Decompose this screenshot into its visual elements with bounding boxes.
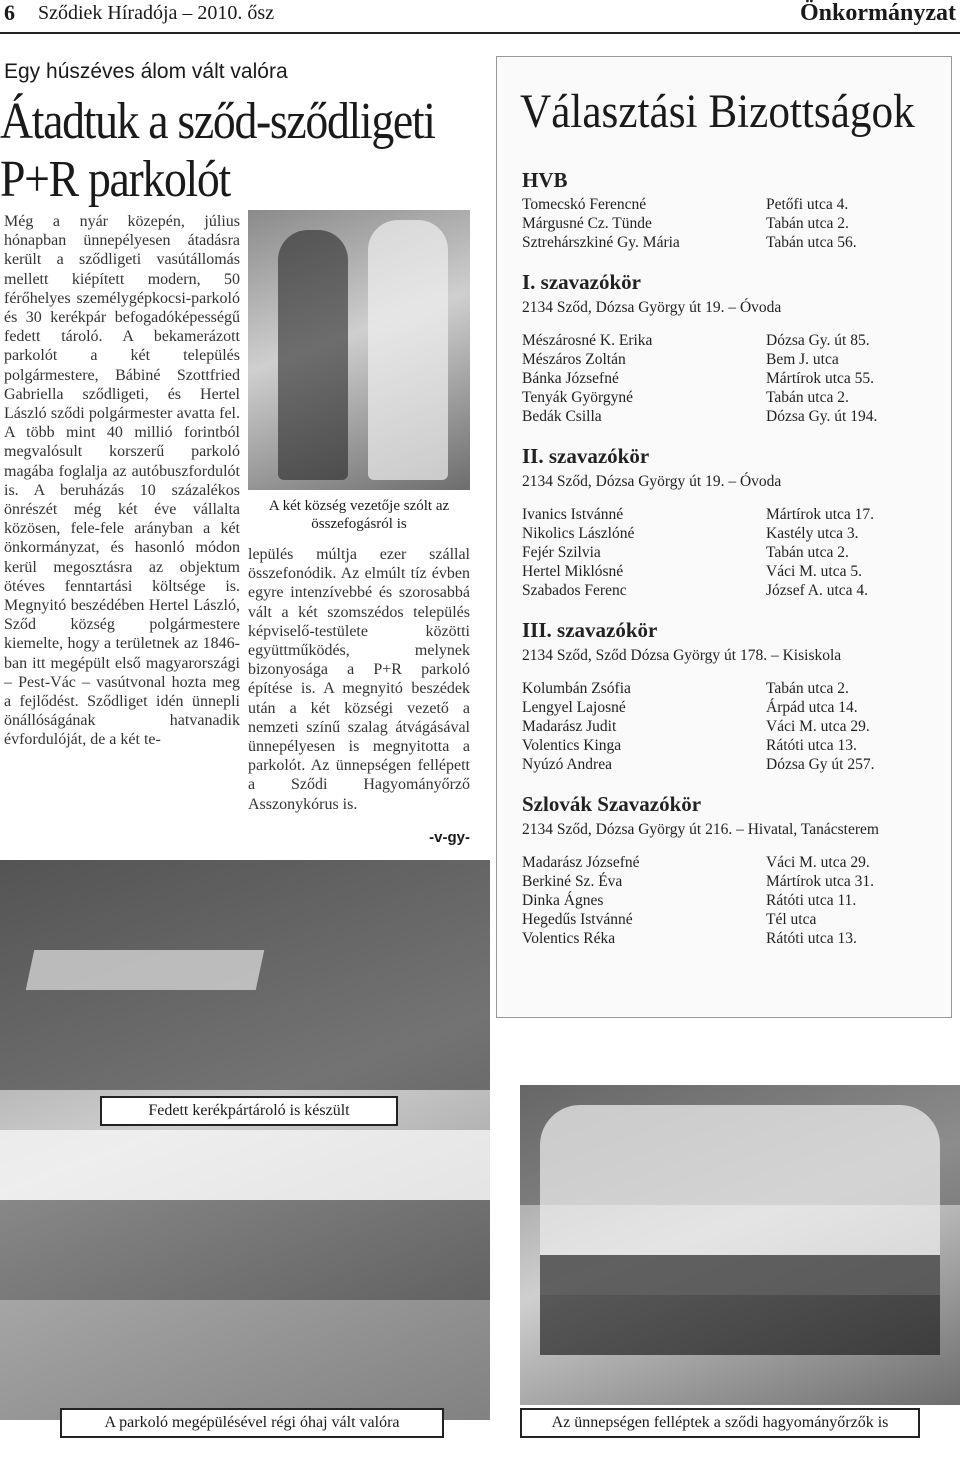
member-name: Volentics Réka — [522, 930, 616, 947]
member-address: Dózsa Gy. út 194. — [766, 408, 878, 425]
member-name: Bedák Csilla — [522, 408, 602, 425]
article-kicker: Egy húszéves álom vált valóra — [4, 60, 288, 83]
member-address: Tabán utca 2. — [766, 215, 849, 232]
member-row — [522, 562, 942, 581]
member-address: Rátóti utca 11. — [766, 892, 857, 909]
member-address: Tabán utca 2. — [766, 680, 849, 697]
polling-station-address: 2134 Sződ, Dózsa György út 19. – Óvoda — [522, 299, 782, 316]
bike-shelter-caption: Fedett kerékpártároló is készült — [100, 1096, 398, 1126]
parking-caption: A parkoló megépülésével régi óhaj vált valóra — [60, 1408, 444, 1438]
member-address: Petőfi utca 4. — [766, 196, 849, 213]
member-row — [522, 853, 942, 872]
polling-station-heading: Szlovák Szavazókör — [522, 792, 702, 816]
member-row — [522, 233, 942, 252]
member-row — [522, 350, 942, 369]
member-row — [522, 214, 942, 233]
section-title: Önkormányzat — [800, 0, 956, 26]
header-divider — [0, 32, 960, 34]
member-name: Tomecskó Ferencné — [522, 196, 647, 213]
member-address: Rátóti utca 13. — [766, 737, 857, 754]
folk-ensemble-caption: Az ünnepségen felléptek a sződi hagyományőrzők is — [520, 1408, 920, 1438]
member-row — [522, 524, 942, 543]
member-address: Rátóti utca 13. — [766, 930, 857, 947]
member-address: Váci M. utca 29. — [766, 718, 870, 735]
member-address: Kastély utca 3. — [766, 525, 859, 542]
member-row — [522, 543, 942, 562]
mayors-photo-caption: A két község vezetője szólt az összefogásról is — [268, 498, 450, 532]
member-address: Dózsa Gy út 257. — [766, 756, 875, 773]
member-name: Dinka Ágnes — [522, 892, 604, 909]
polling-station-heading: III. szavazókör — [522, 618, 658, 642]
polling-station — [522, 792, 942, 948]
member-name: Madarász Józsefné — [522, 854, 640, 871]
member-row — [522, 698, 942, 717]
publication-title: Sződiek Híradója – 2010. ősz — [38, 2, 275, 24]
member-row — [522, 910, 942, 929]
member-row — [522, 195, 942, 214]
member-row — [522, 388, 942, 407]
member-row — [522, 891, 942, 910]
polling-station-address: 2134 Sződ, Sződ Dózsa György út 178. – Kisiskola — [522, 647, 842, 664]
member-name: Ivanics Istvánné — [522, 506, 624, 523]
member-name: Tenyák Györgyné — [522, 389, 633, 406]
election-committees-list — [522, 168, 942, 948]
mayors-photo — [248, 210, 470, 490]
member-address: Tabán utca 2. — [766, 389, 849, 406]
member-address: Váci M. utca 5. — [766, 563, 862, 580]
member-address: Mártírok utca 55. — [766, 370, 875, 387]
article-column-1: Még a nyár közepén, július hónapban ünnepélyesen átadásra került a sződligeti vasútállomás mellett kiépített modern, 50 férőhelyes személygépkocsi-parkoló és 30 kerékpár befogadóképességű fedett tároló. A bekamerázott parkolót a két település polgármestere, Bábiné Szottfried Gabriella sződligeti, és Hertel László sződi polgármester avatta fel. A több mint 40 millió forintból megvalósult korszerű parkoló magába foglalja az autóbuszfordulót is. A beruházás 10 százalékos önrészét még két éve vállalta közösen, fele-fele arányban a két önkormányzat, és hasonló módon kerül megosztásra az objektum ötéves fenntartási költsége is. Megnyitó beszédében Hertel László, Sződ község polgármestere kiemelte, hogy a területnek az 1846-ban itt megépült első magyarországi – Pest-Vác – vasútvonal hozta meg a fejlődést. Sződliget idén ünnepli önállóságának hatvanadik évfordulóját, de a két te- — [4, 213, 240, 749]
member-row — [522, 581, 942, 600]
member-address: Tabán utca 56. — [766, 234, 857, 251]
member-name: Márgusné Cz. Tünde — [522, 215, 652, 232]
member-address: Tél utca — [766, 911, 817, 928]
polling-station — [522, 444, 942, 600]
member-address: Bem J. utca — [766, 351, 839, 368]
member-name: Nikolics Lászlóné — [522, 525, 635, 542]
member-address: Tabán utca 2. — [766, 544, 849, 561]
article-title-line-2: P+R parkolót — [0, 151, 230, 208]
member-address: Dózsa Gy. út 85. — [766, 332, 870, 349]
member-name: Nyúzó Andrea — [522, 756, 612, 773]
member-name: Hertel Miklósné — [522, 563, 624, 580]
member-name: Lengyel Lajosné — [522, 699, 626, 716]
polling-station-address: 2134 Sződ, Dózsa György út 216. – Hivatal, Tanácsterem — [522, 821, 879, 838]
member-row — [522, 872, 942, 891]
member-address: Árpád utca 14. — [766, 699, 858, 716]
folk-ensemble-photo — [520, 1085, 960, 1405]
member-address: József A. utca 4. — [766, 582, 869, 599]
bike-shelter-and-parking-photo — [0, 860, 490, 1420]
polling-station — [522, 618, 942, 774]
member-name: Fejér Szilvia — [522, 544, 601, 561]
member-address: Váci M. utca 29. — [766, 854, 870, 871]
election-committees-title: Választási Bizottságok — [520, 85, 915, 138]
member-name: Kolumbán Zsófia — [522, 680, 631, 697]
member-row — [522, 679, 942, 698]
article-title — [0, 93, 493, 209]
hvb-heading: HVB — [522, 168, 568, 192]
member-address: Mártírok utca 17. — [766, 506, 875, 523]
member-row — [522, 369, 942, 388]
member-row — [522, 407, 942, 426]
member-name: Mészáros Zoltán — [522, 351, 626, 368]
polling-station-heading: II. szavazókör — [522, 444, 650, 468]
member-row — [522, 505, 942, 524]
polling-station — [522, 270, 942, 426]
member-row — [522, 331, 942, 350]
member-name: Madarász Judit — [522, 718, 617, 735]
member-address: Mártírok utca 31. — [766, 873, 875, 890]
member-name: Mészárosné K. Erika — [522, 332, 653, 349]
page-number: 6 — [4, 0, 15, 25]
hvb-members — [522, 195, 942, 252]
member-row — [522, 755, 942, 774]
member-name: Sztrehárszkiné Gy. Mária — [522, 234, 680, 251]
article-signature: -v-gy- — [429, 829, 470, 846]
polling-station-heading: I. szavazókör — [522, 270, 641, 294]
article-column-2: lepülés múltja ezer szállal összefonódik. Az elmúlt tíz évben egyre intenzívebbé és szorosabbá vált a két szomszédos település képviselő-testülete közötti együttműködés, melynek bizonyosága a P+R parkoló építése is. A megnyitó beszédek után a két községi vezető a nemzeti színű szalag átvágásával ünnepélyesen is megnyitotta a parkolót. Az ünnepségen fellépett a Sződi Hagyományőrző Asszonykórus is. — [248, 546, 470, 813]
member-name: Bánka Józsefné — [522, 370, 619, 387]
polling-station-address: 2134 Sződ, Dózsa György út 19. – Óvoda — [522, 473, 782, 490]
member-row — [522, 929, 942, 948]
member-name: Volentics Kinga — [522, 737, 622, 754]
member-name: Hegedűs Istvánné — [522, 911, 633, 928]
polling-station-groups — [522, 270, 942, 948]
member-name: Berkiné Sz. Éva — [522, 873, 623, 890]
member-row — [522, 717, 942, 736]
member-name: Szabados Ferenc — [522, 582, 627, 599]
member-row — [522, 736, 942, 755]
article-title-line-1: Átadtuk a sződ-sződligeti — [0, 93, 435, 150]
